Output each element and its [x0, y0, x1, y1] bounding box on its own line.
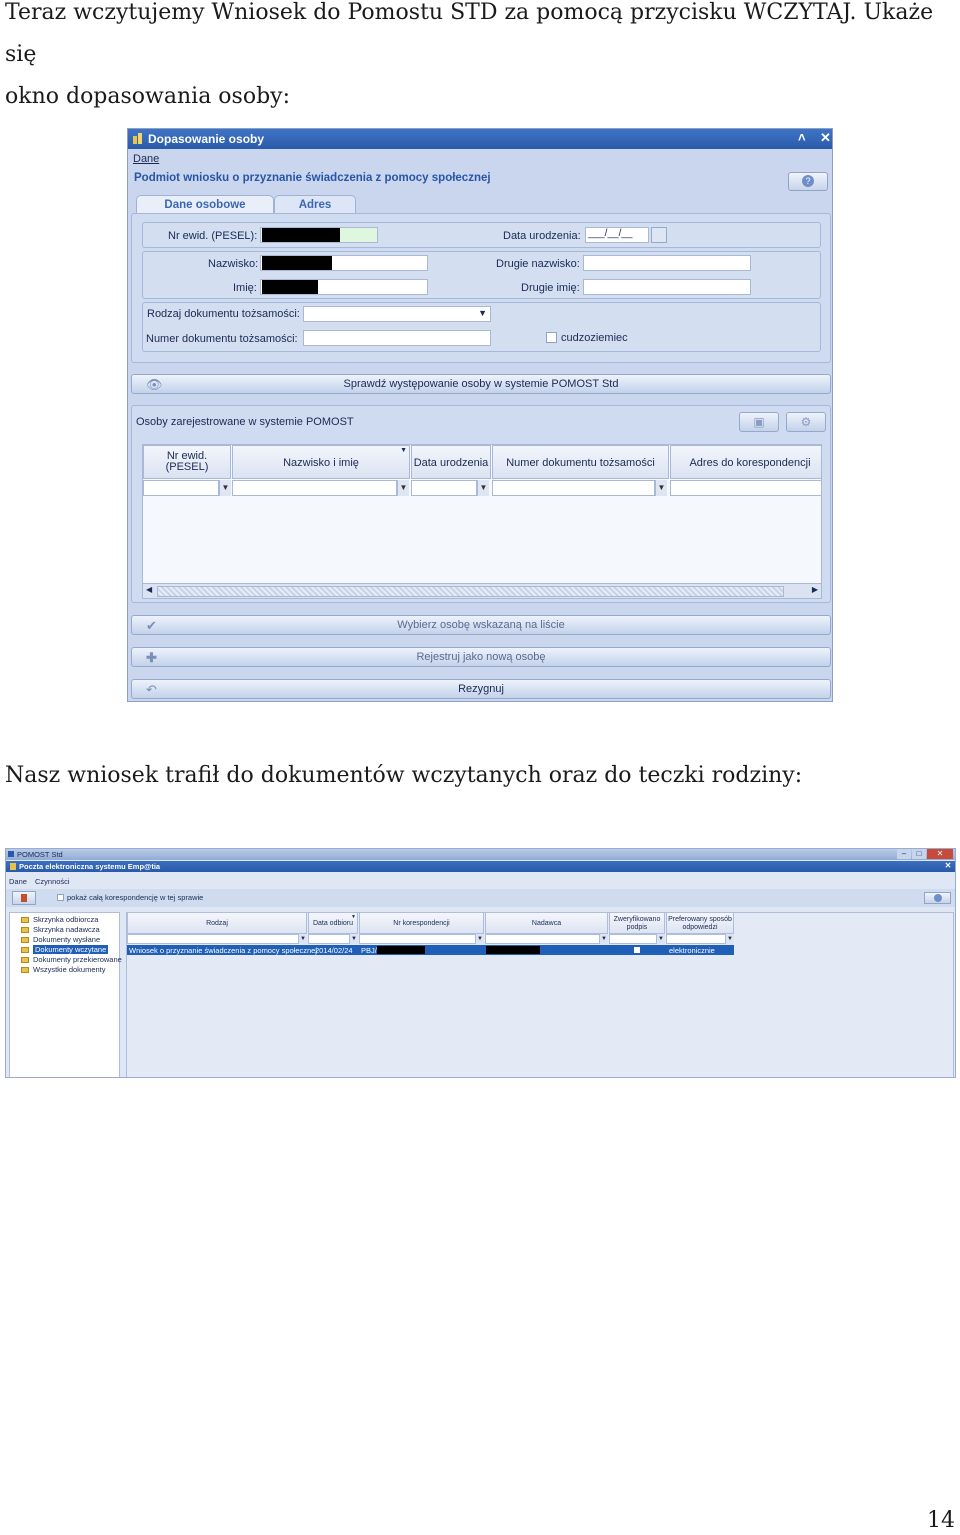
inner-close-icon[interactable]: ✕	[944, 861, 952, 870]
cell-data: 2014/02/24	[315, 946, 353, 955]
col-header-name[interactable]: Nazwisko i imię ▼	[232, 445, 410, 479]
filter-rodzaj[interactable]	[127, 934, 299, 944]
col-header-sposob[interactable]: Preferowany sposób odpowiedzi	[666, 912, 734, 934]
folder-item[interactable]: Skrzynka nadawcza	[15, 925, 119, 935]
filter-sposob[interactable]	[666, 934, 726, 944]
col-header-nadawca[interactable]: Nadawca	[485, 912, 608, 934]
col-header-nr-korespondencji[interactable]: Nr korespondencji	[359, 912, 484, 934]
col-header-address[interactable]: Adres do korespondencji	[670, 445, 822, 479]
filter-nadawca[interactable]	[485, 934, 600, 944]
persons-grid	[142, 444, 822, 599]
redacted-first-name	[262, 280, 318, 294]
folder-item[interactable]: Dokumenty przekierowane	[15, 955, 119, 965]
folder-icon	[21, 957, 29, 963]
eye-icon: 👁	[146, 377, 163, 392]
filter-podpis[interactable]	[609, 934, 657, 944]
help-icon	[934, 894, 942, 902]
id-doc-type-select[interactable]	[303, 306, 491, 322]
col-header-pesel[interactable]: Nr ewid. (PESEL)	[143, 445, 231, 479]
check-person-button[interactable]: 👁 Sprawdź występowanie osoby w systemie POMOST Std	[131, 374, 831, 394]
folder-icon	[21, 937, 29, 943]
outer-title-bar	[6, 849, 955, 860]
middle-paragraph: Nasz wniosek trafił do dokumentów wczytanych oraz do teczki rodziny:	[5, 763, 803, 788]
col-header-birth-date[interactable]: Data urodzenia	[411, 445, 491, 479]
col-header-id-number[interactable]: Numer dokumentu tożsamości	[492, 445, 669, 479]
folder-icon	[21, 927, 29, 933]
cell-rodzaj: Wniosek o przyznanie świadczenia z pomocy społecznej	[129, 946, 318, 955]
redacted-nr	[377, 946, 425, 954]
inner-title-bar	[6, 861, 955, 872]
pesel-label: Nr ewid. (PESEL):	[168, 230, 258, 242]
id-doc-type-label: Rodzaj dokumentu tożsamości:	[147, 308, 300, 320]
filter-pesel[interactable]	[143, 480, 219, 496]
scrollbar-thumb[interactable]	[157, 586, 784, 597]
birth-date-label: Data urodzenia:	[503, 230, 581, 242]
pomost-mail-window	[5, 848, 956, 1078]
outer-title: POMOST Std	[17, 850, 63, 859]
close-icon[interactable]: ✕	[820, 130, 831, 145]
show-all-label: pokaż całą korespondencję w tej sprawie	[67, 893, 204, 902]
calendar-icon[interactable]	[651, 227, 667, 243]
filter-data[interactable]	[308, 934, 350, 944]
maximize-icon[interactable]: □	[912, 849, 926, 859]
filter-data-dropdown[interactable]: ▼	[351, 936, 357, 942]
help-button[interactable]	[924, 892, 951, 904]
minimize-icon[interactable]: –	[897, 849, 911, 859]
gear-icon: ⚙	[800, 415, 812, 429]
intro-line-2: okno dopasowania osoby:	[5, 84, 291, 109]
plus-icon: ✚	[146, 650, 157, 665]
redacted-pesel	[262, 228, 340, 242]
filter-pesel-dropdown[interactable]: ▼	[219, 480, 231, 496]
cell-nr: PBJ/	[361, 946, 377, 955]
chevron-down-icon: ▼	[478, 308, 487, 318]
register-new-person-button[interactable]: ✚ Rejestruj jako nową osobę	[131, 647, 831, 667]
view-person-button[interactable]	[739, 412, 779, 432]
checkmark-icon: ✔	[146, 618, 157, 633]
filter-birth-date[interactable]	[411, 480, 477, 496]
id-doc-number-label: Numer dokumentu tożsamości:	[146, 333, 298, 345]
page-number: 14	[927, 1508, 955, 1533]
menu-czynnosci[interactable]: Czynności	[35, 877, 70, 886]
filter-nadawca-dropdown[interactable]: ▼	[601, 936, 607, 942]
second-name-input[interactable]	[583, 279, 751, 295]
show-all-checkbox[interactable]	[57, 894, 64, 901]
table-row[interactable]	[127, 945, 734, 955]
tab-personal-data[interactable]: Dane osobowe	[136, 195, 274, 213]
col-header-podpis[interactable]: Zweryfikowano podpis	[609, 912, 665, 934]
sort-icon: ▼	[400, 447, 407, 454]
undo-icon: ↶	[146, 682, 157, 697]
first-name-label: Imię:	[233, 282, 257, 294]
collapse-icon[interactable]: ˄	[798, 130, 806, 145]
select-person-button[interactable]: ✔ Wybierz osobę wskazaną na liście	[131, 615, 831, 635]
mail-app-icon	[10, 863, 16, 870]
menu-dane[interactable]: Dane	[133, 153, 160, 165]
intro-paragraph	[5, 0, 957, 118]
app-icon	[8, 851, 14, 857]
filter-name[interactable]	[232, 480, 397, 496]
registered-persons-label: Osoby zarejestrowane w systemie POMOST	[136, 416, 354, 428]
folder-tree	[9, 912, 120, 1078]
help-button[interactable]	[788, 172, 828, 191]
filter-birth-date-dropdown[interactable]: ▼	[477, 480, 489, 496]
filter-name-dropdown[interactable]: ▼	[397, 480, 409, 496]
tab-address[interactable]: Adres	[274, 195, 356, 213]
filter-id-number[interactable]	[492, 480, 655, 496]
folder-item-selected[interactable]: Dokumenty wczytane	[15, 945, 119, 955]
folder-icon	[21, 967, 29, 973]
filter-nr-dropdown[interactable]: ▼	[477, 936, 483, 942]
filter-rodzaj-dropdown[interactable]: ▼	[300, 936, 306, 942]
card-icon: ▣	[753, 415, 765, 429]
filter-sposob-dropdown[interactable]: ▼	[727, 936, 733, 942]
birth-date-input[interactable]: ___/__/__	[585, 227, 649, 243]
horizontal-scrollbar[interactable]	[143, 583, 821, 598]
person-matching-dialog	[127, 128, 833, 702]
folder-item[interactable]: Dokumenty wysłane	[15, 935, 119, 945]
app-icon	[133, 133, 143, 144]
id-doc-number-input[interactable]	[303, 330, 491, 346]
folder-button[interactable]	[12, 891, 36, 905]
surname-label: Nazwisko:	[208, 258, 259, 270]
second-surname-label: Drugie nazwisko:	[496, 258, 580, 270]
cell-sposob: elektronicznie	[669, 946, 715, 955]
scroll-left-icon[interactable]: ◀	[146, 585, 153, 594]
folder-icon	[21, 947, 29, 953]
dialog-title: Dopasowanie osoby	[148, 132, 265, 146]
dialog-title-bar	[128, 129, 832, 149]
foreigner-checkbox[interactable]	[546, 332, 557, 343]
filter-id-number-dropdown[interactable]: ▼	[655, 480, 667, 496]
close-icon[interactable]: ✕	[927, 849, 953, 859]
scroll-right-icon[interactable]: ▶	[811, 585, 818, 594]
foreigner-label: cudzoziemiec	[561, 332, 628, 344]
intro-line-1: Teraz wczytujemy Wniosek do Pomostu STD za pomocą przycisku WCZYTAJ. Ukaże się	[5, 0, 934, 67]
inner-title: Poczta elektroniczna systemu Emp@tia	[19, 862, 161, 871]
folder-icon	[21, 894, 27, 902]
sort-icon: ▼	[351, 914, 356, 920]
menu-dane[interactable]: Dane	[9, 877, 27, 886]
settings-button[interactable]	[786, 412, 826, 432]
folder-icon	[21, 917, 29, 923]
cancel-button[interactable]: ↶ Rezygnuj	[131, 679, 831, 699]
help-icon: ?	[802, 175, 814, 187]
filter-nr[interactable]	[359, 934, 476, 944]
second-surname-input[interactable]	[583, 255, 751, 271]
second-name-label: Drugie imię:	[521, 282, 580, 294]
verified-checkbox[interactable]	[634, 947, 640, 953]
col-header-data-odbioru[interactable]: Data odbioru ▼	[308, 912, 358, 934]
filter-podpis-dropdown[interactable]: ▼	[658, 936, 664, 942]
folder-item[interactable]: Skrzynka odbiorcza	[15, 915, 119, 925]
redacted-nadawca	[486, 946, 540, 954]
folder-item[interactable]: Wszystkie dokumenty	[15, 965, 119, 975]
redacted-surname	[262, 256, 332, 270]
filter-address[interactable]	[670, 480, 822, 496]
subject-heading: Podmiot wniosku o przyznanie świadczenia z pomocy społecznej	[134, 172, 491, 184]
col-header-rodzaj[interactable]: Rodzaj	[127, 912, 307, 934]
